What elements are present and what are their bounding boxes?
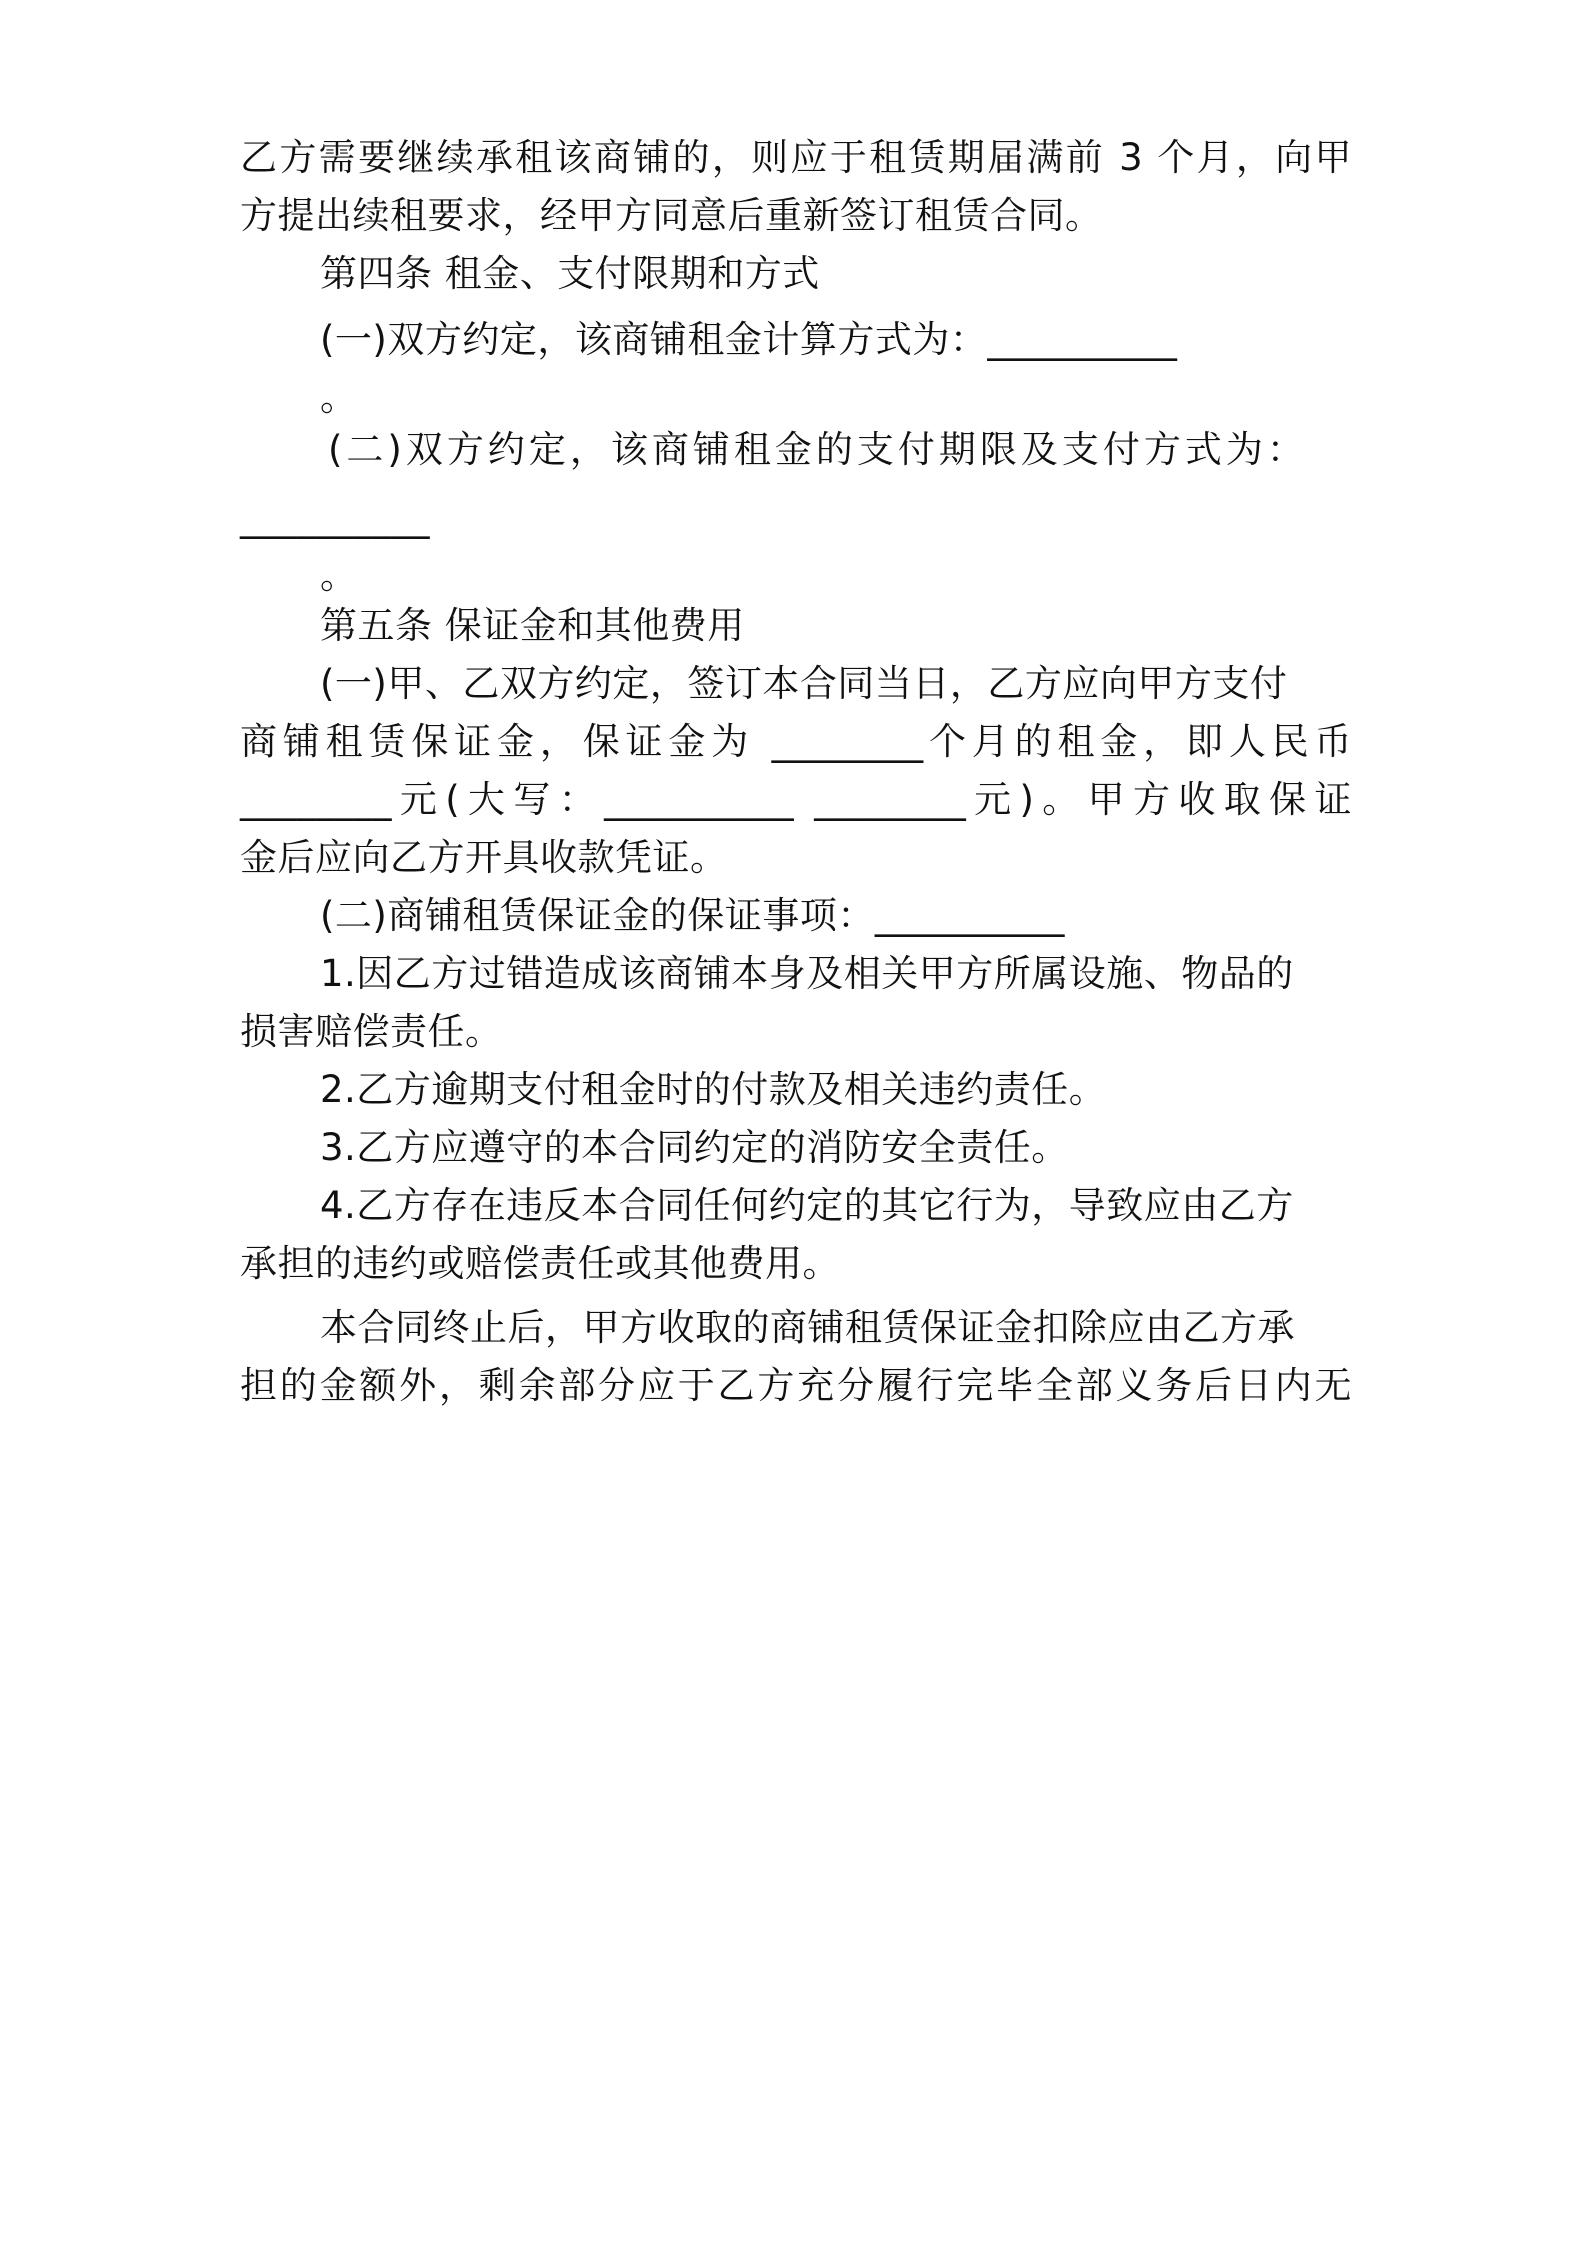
text-line-16: 损害赔偿责任。 bbox=[240, 1010, 503, 1053]
text-line-6: (二)双方约定，该商铺租金的支付期限及支付方式为： bbox=[328, 428, 1308, 471]
article-4-heading: 第四条 租金、支付限期和方式 bbox=[320, 252, 820, 295]
text-line-7: __________ bbox=[240, 496, 430, 539]
text-line-4: (一)双方约定，该商铺租金计算方式为：__________ bbox=[320, 318, 1178, 361]
text-line-11: 商铺租赁保证金，保证金为 ________个月的租金，即人民币 bbox=[240, 720, 1352, 763]
text-line-15: 1.因乙方过错造成该商铺本身及相关甲方所属设施、物品的 bbox=[320, 952, 1294, 995]
text-line-18: 3.乙方应遵守的本合同约定的消防安全责任。 bbox=[320, 1126, 1069, 1169]
text-line-8: 。 bbox=[320, 554, 358, 597]
article-5-heading: 第五条 保证金和其他费用 bbox=[320, 604, 745, 647]
text-line-1: 乙方需要继续承租该商铺的，则应于租赁期届满前 3 个月，向甲 bbox=[240, 136, 1352, 179]
text-line-2: 方提出续租要求，经甲方同意后重新签订租赁合同。 bbox=[240, 194, 1103, 237]
text-line-13: 金后应向乙方开具收款凭证。 bbox=[240, 836, 728, 879]
text-line-20: 承担的违约或赔偿责任或其他费用。 bbox=[240, 1242, 840, 1285]
text-line-12: ________元(大写：__________ ________元)。甲方收取保证 bbox=[240, 778, 1352, 821]
text-line-5: 。 bbox=[320, 376, 358, 419]
text-line-10: (一)甲、乙双方约定，签订本合同当日，乙方应向甲方支付 bbox=[320, 662, 1288, 705]
text-line-19: 4.乙方存在违反本合同任何约定的其它行为，导致应由乙方 bbox=[320, 1184, 1294, 1227]
text-line-21: 本合同终止后，甲方收取的商铺租赁保证金扣除应由乙方承 bbox=[320, 1306, 1295, 1349]
text-line-14: (二)商铺租赁保证金的保证事项：__________ bbox=[320, 894, 1065, 937]
text-line-22: 担的金额外，剩余部分应于乙方充分履行完毕全部义务后日内无 bbox=[240, 1364, 1352, 1407]
text-line-17: 2.乙方逾期支付租金时的付款及相关违约责任。 bbox=[320, 1068, 1107, 1111]
